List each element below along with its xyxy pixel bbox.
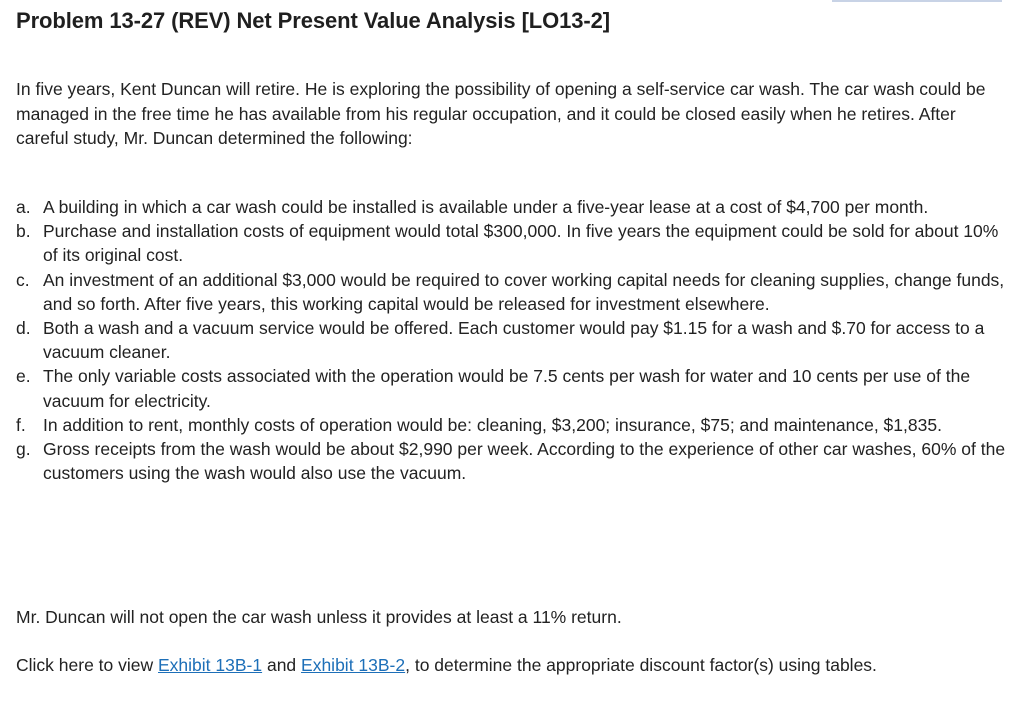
list-item <box>16 437 1006 485</box>
list-item <box>16 268 1006 316</box>
list-marker: c. <box>16 269 30 290</box>
exhibit-links-paragraph <box>16 653 1006 678</box>
list-item <box>16 364 1006 412</box>
requirements-list <box>16 195 1006 485</box>
top-divider <box>832 0 1002 2</box>
list-item-text: The only variable costs associated with the operation would be 7.5 cents per wash for water and 10 cents per use of the vacuum for electricity. <box>43 366 971 411</box>
list-item-text: A building in which a car wash could be installed is available under a five-year lease at a cost of $4,700 per month. <box>43 197 929 217</box>
list-item-text: Both a wash and a vacuum service would be offered. Each customer would pay $1.15 for a wash and $.70 for access to a vacuum cleaner. <box>43 318 985 363</box>
list-item <box>16 316 1006 364</box>
exhibit-13b-1-link[interactable]: Exhibit 13B-1 <box>158 655 263 675</box>
list-item-text: An investment of an additional $3,000 would be required to cover working capital needs for cleaning supplies, change funds, and so forth. After five years, this working capital would be released for investment elsewhere. <box>43 269 1005 314</box>
exhibit-13b-2-link[interactable]: Exhibit 13B-2 <box>301 655 406 675</box>
links-middle: and <box>262 655 302 675</box>
list-marker: f. <box>16 414 26 435</box>
return-requirement-note: Mr. Duncan will not open the car wash unless it provides at least a 11% return. <box>16 607 622 627</box>
list-marker: e. <box>16 366 31 387</box>
list-item-text: In addition to rent, monthly costs of operation would be: cleaning, $3,200; insurance, $75; and maintenance, $1,835. <box>43 414 942 435</box>
list-item-text: Purchase and installation costs of equipment would total $300,000. In five years the equipment could be sold for about 10% of its original cost. <box>43 221 999 266</box>
page-title: Problem 13-27 (REV) Net Present Value Analysis [LO13-2] <box>16 8 611 33</box>
list-item <box>16 219 1006 267</box>
list-marker: b. <box>16 221 31 242</box>
links-suffix: , to determine the appropriate discount factor(s) using tables. <box>405 655 877 675</box>
list-marker: a. <box>16 197 31 217</box>
intro-paragraph: In five years, Kent Duncan will retire. He is exploring the possibility of opening a self-service car wash. The car wash could be managed in the free time he has available from his regular occupation, and it could be closed easily when he retires. After careful study, Mr. Duncan determined the following: <box>16 79 986 148</box>
list-item <box>16 195 1006 219</box>
list-marker: g. <box>16 439 31 460</box>
links-prefix: Click here to view <box>16 655 158 675</box>
list-item <box>16 413 1006 437</box>
list-marker: d. <box>16 318 31 339</box>
list-item-text: Gross receipts from the wash would be about $2,990 per week. According to the experience of other car washes, 60% of the customers using the wash would also use the vacuum. <box>43 439 1006 484</box>
